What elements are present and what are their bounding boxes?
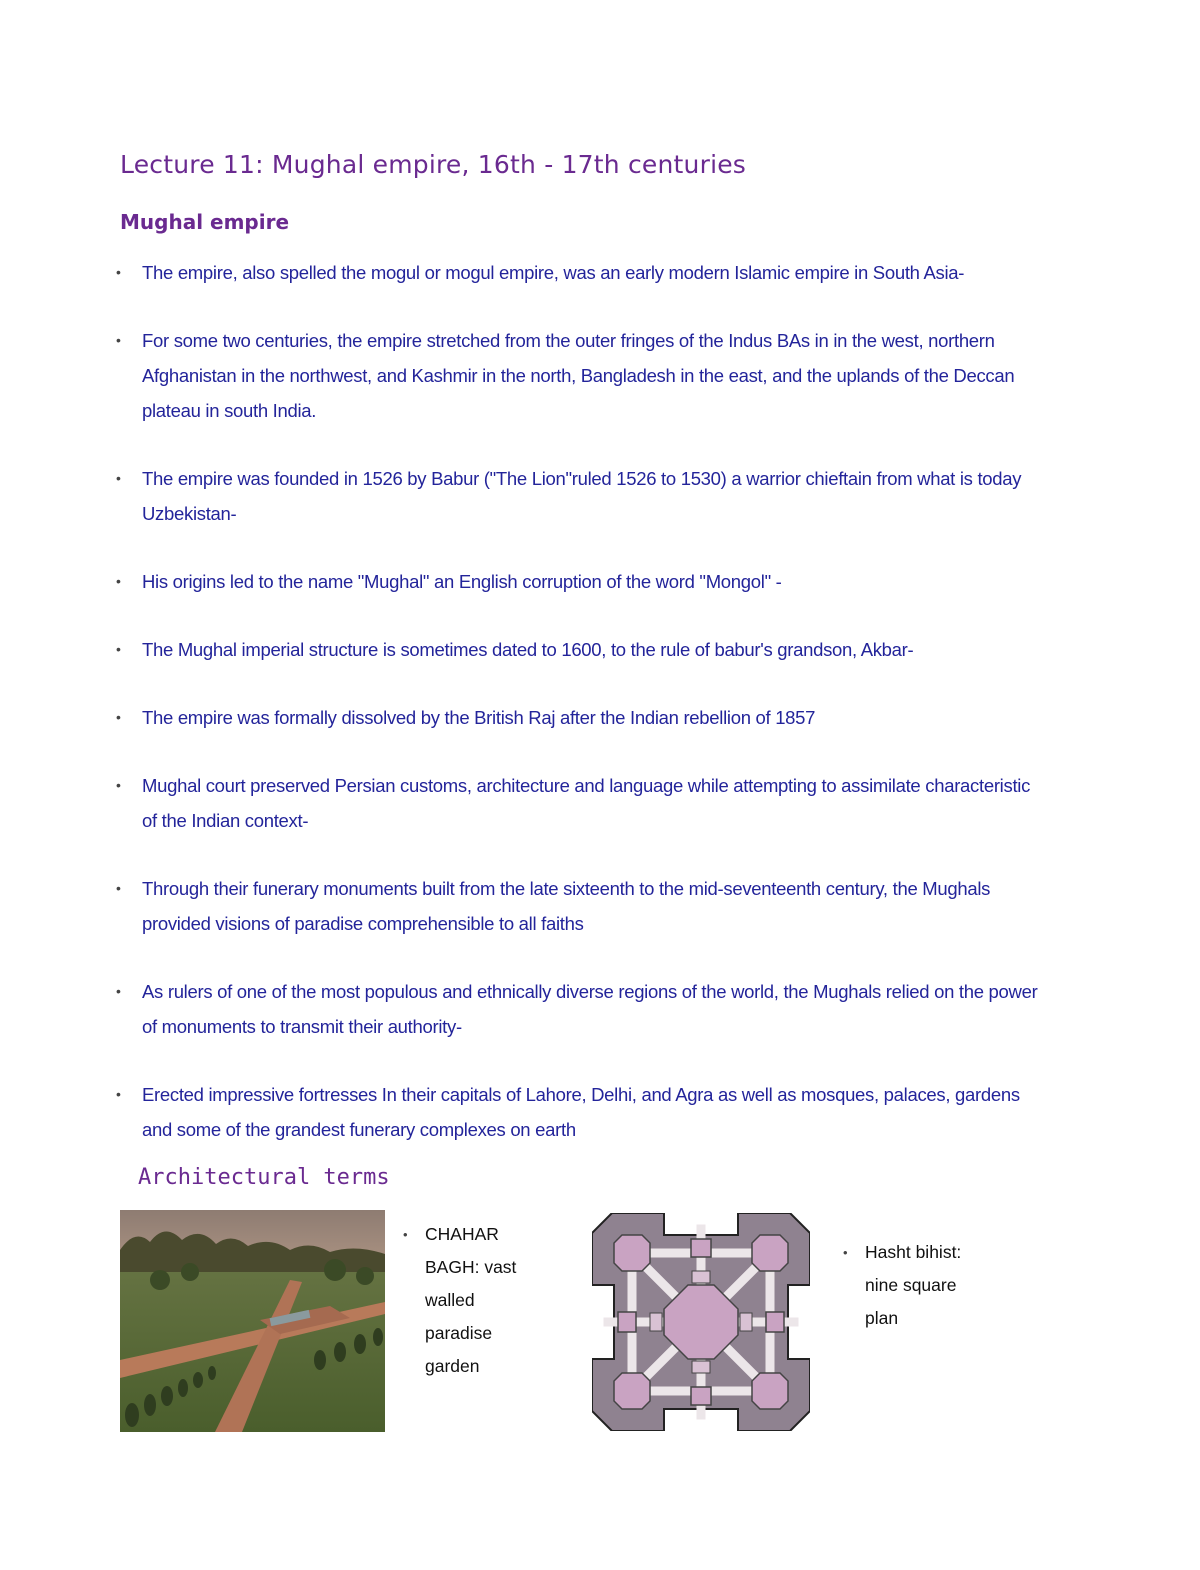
chahar-bagh-garden-photo: [120, 1210, 385, 1432]
list-item: • As rulers of one of the most populous and ethnically diverse regions of the world, the Mughals relied on the power of monuments to transmit their authority-: [110, 974, 1040, 1044]
list-item: • The empire, also spelled the mogul or mogul empire, was an early modern Islamic empire in South Asia-: [110, 255, 1040, 290]
architectural-terms-heading: Architectural terms: [138, 1165, 390, 1190]
list-item: • Mughal court preserved Persian customs, architecture and language while attempting to assimilate characteristic of the Indian context-: [110, 768, 1040, 838]
hasht-bihist-text: Hasht bihist: nine square plan: [865, 1242, 962, 1328]
list-item: • Erected impressive fortresses In their capitals of Lahore, Delhi, and Agra as well as mosques, palaces, gardens and some of the grandest funerary complexes on earth: [110, 1077, 1040, 1147]
bullet-icon: •: [403, 1227, 408, 1242]
list-item: • The empire was formally dissolved by the British Raj after the Indian rebellion of 1857: [110, 700, 1040, 735]
list-item: • Through their funerary monuments built from the late sixteenth to the mid-seventeenth century, the Mughals provided visions of paradise comprehensible to all faiths: [110, 871, 1040, 941]
list-item: • The empire was founded in 1526 by Babur ("The Lion"ruled 1526 to 1530) a warrior chieftain from what is today Uzbekistan-: [110, 461, 1040, 531]
page-title: Lecture 11: Mughal empire, 16th - 17th centuries: [120, 150, 747, 179]
bullet-list: [110, 255, 1040, 1180]
list-item: • His origins led to the name "Mughal" an English corruption of the word "Mongol" -: [110, 564, 1040, 599]
bullet-icon: •: [843, 1245, 848, 1260]
chahar-bagh-text: CHAHAR BAGH: vast walled paradise garden: [425, 1224, 517, 1376]
list-item: • The Mughal imperial structure is sometimes dated to 1600, to the rule of babur's grandson, Akbar-: [110, 632, 1040, 667]
hasht-bihist-plan-diagram: [592, 1213, 810, 1431]
list-item: • For some two centuries, the empire stretched from the outer fringes of the Indus BAs in in the west, northern Afghanistan in the northwest, and Kashmir in the north, Bangladesh in the east, and the uplands of the Deccan plateau in south India.: [110, 323, 1040, 428]
hasht-bihist-caption: [843, 1236, 985, 1335]
section-heading: Mughal empire: [120, 210, 290, 234]
chahar-bagh-caption: [403, 1218, 545, 1383]
